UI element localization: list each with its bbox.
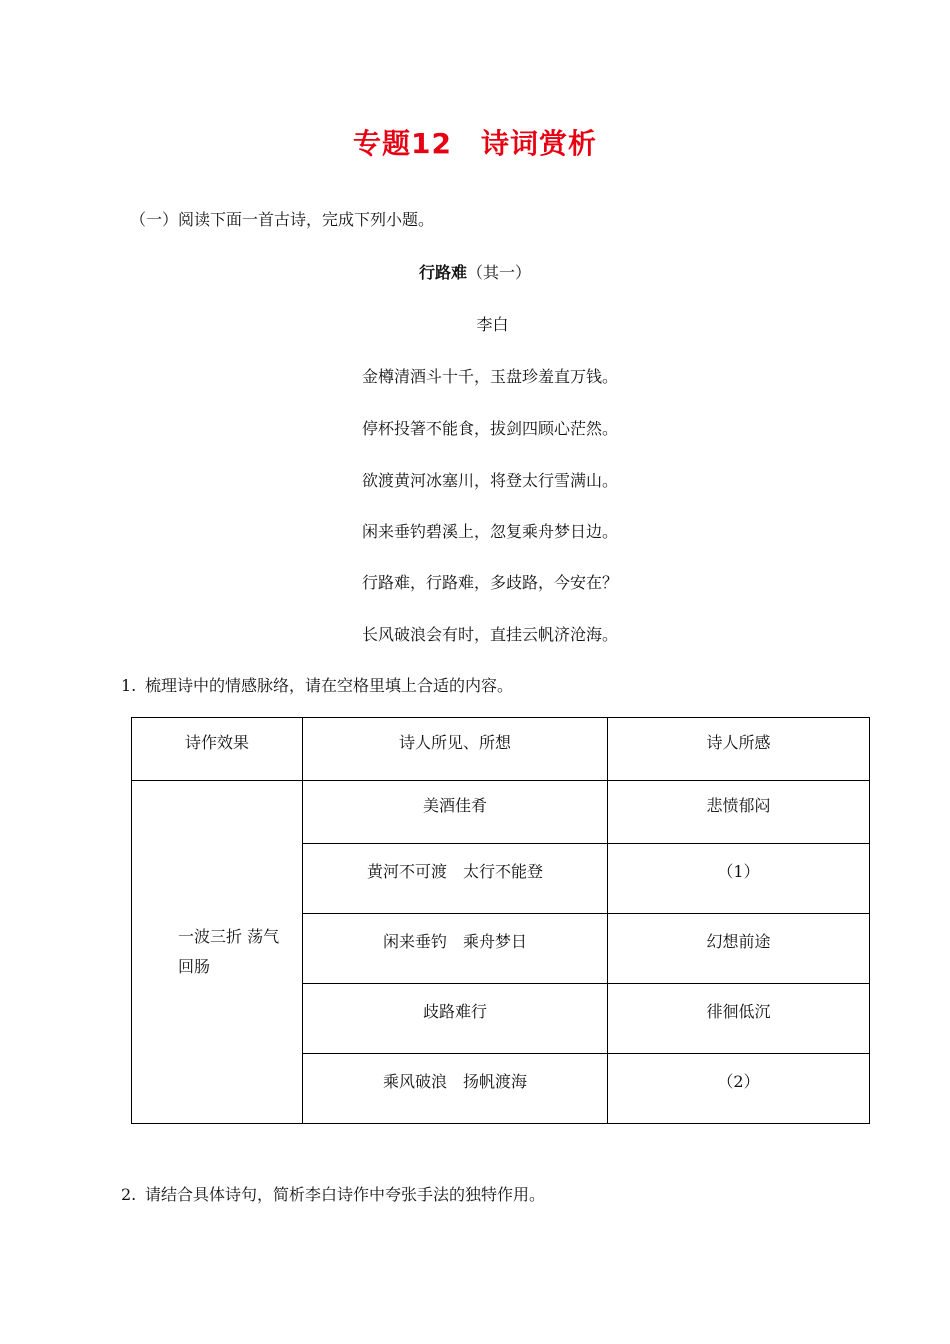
question-1: [121, 673, 513, 696]
emotion-table: [131, 717, 870, 1124]
felt-cell-blank-2[interactable]: （2）: [608, 1054, 870, 1124]
poem-title-text: 行路难: [418, 263, 467, 282]
poem-line: 金樽清酒斗十千，玉盘珍羞直万钱。: [361, 367, 618, 386]
poem-subtitle: （其一）: [467, 263, 532, 282]
question-text: 请结合具体诗句，简析李白诗作中夸张手法的独特作用。: [145, 1185, 546, 1204]
question-text: 梳理诗中的情感脉络，请在空格里填上合适的内容。: [145, 676, 514, 695]
seen-cell: 黄河不可渡 太行不能登: [303, 844, 608, 914]
poem-author: 李白: [476, 315, 509, 334]
poem-line: 闲来垂钓碧溪上，忽复乘舟梦日边。: [361, 522, 618, 541]
header-cell: 诗人所见、所想: [303, 718, 608, 781]
section-intro: （一）阅读下面一首古诗，完成下列小题。: [130, 210, 435, 229]
poem-line: 停杯投箸不能食，拔剑四顾心茫然。: [361, 419, 618, 438]
poem-line: 行路难，行路难，多歧路，今安在？: [361, 573, 618, 592]
page-title: 专题12 诗词赏析: [353, 127, 597, 160]
header-cell: 诗人所感: [608, 718, 870, 781]
question-2: [121, 1182, 545, 1205]
poem-title: [0, 260, 950, 283]
seen-cell: 美酒佳肴: [303, 781, 608, 844]
question-number: 2.: [121, 1185, 137, 1204]
table-header-row: [132, 718, 870, 781]
felt-cell: 徘徊低沉: [608, 984, 870, 1054]
felt-cell: 幻想前途: [608, 914, 870, 984]
seen-cell: 闲来垂钓 乘舟梦日: [303, 914, 608, 984]
seen-cell: 歧路难行: [303, 984, 608, 1054]
table-row: [132, 781, 870, 844]
effect-cell: 一波三折 荡气回肠: [132, 781, 303, 1124]
felt-cell-blank-1[interactable]: （1）: [608, 844, 870, 914]
seen-cell: 乘风破浪 扬帆渡海: [303, 1054, 608, 1124]
header-cell: 诗作效果: [132, 718, 303, 781]
poem-line: 欲渡黄河冰塞川，将登太行雪满山。: [361, 471, 618, 490]
question-number: 1.: [121, 676, 137, 695]
poem-line: 长风破浪会有时，直挂云帆济沧海。: [361, 625, 618, 644]
felt-cell: 悲愤郁闷: [608, 781, 870, 844]
